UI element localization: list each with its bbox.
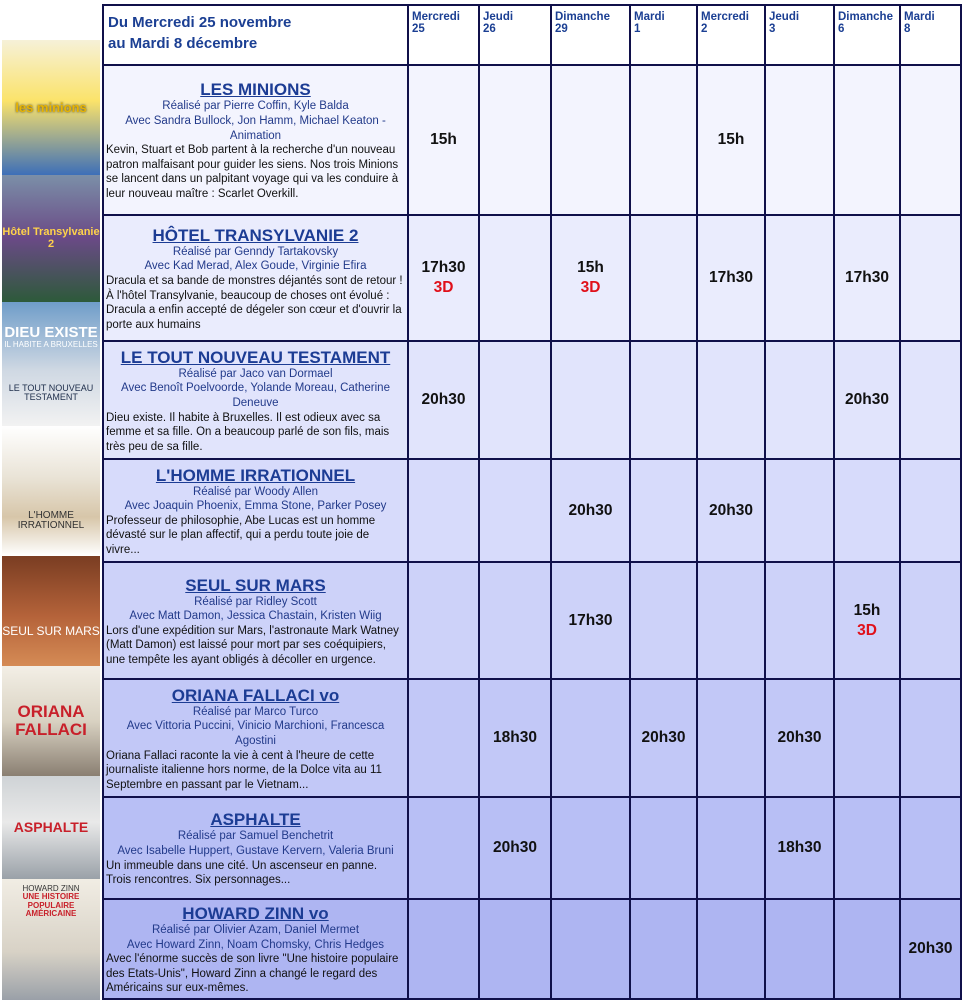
film-synopsis: Avec l'énorme succès de son livre "Une histoire populaire des Etats-Unis", Howard Zinn a changé le regard des Américains sur eux-mêmes. [106,953,399,995]
showtime-cell [900,459,961,562]
day-header: Dimanche 6 [834,5,900,65]
film-row [103,341,961,459]
showtime-cell [765,341,834,459]
showtime-cell [551,797,630,899]
film-row [103,65,961,215]
film-info-cell [103,562,408,679]
film-cast: Avec Kad Merad, Alex Goude, Virginie Efira [144,260,367,273]
showtime: 15h [717,131,745,148]
showtime-cell [697,215,765,341]
showtime-cell [408,797,479,899]
showtime-cell [834,899,900,999]
film-title: HOWARD ZINN vo [182,904,329,924]
showtime-cell [479,341,551,459]
showtime-cell [630,459,697,562]
film-title: LES MINIONS [200,80,311,100]
showtime: 20h30 [908,940,953,957]
film-director: Réalisé par Genndy Tartakovsky [172,245,339,258]
showtime-cell [834,459,900,562]
format-3d-label: 3D [580,279,601,296]
showtime-cell [408,65,479,215]
showtime-cell [697,65,765,215]
film-row [103,562,961,679]
showtime-cell [900,215,961,341]
period-cell [103,5,408,65]
film-director: Réalisé par Marco Turco [192,705,319,718]
showtime-cell [408,459,479,562]
film-title: SEUL SUR MARS [185,575,326,595]
poster-les-minions: les minions [2,40,100,175]
film-row [103,459,961,562]
showtime: 20h30 [845,391,889,408]
showtime-cell [834,65,900,215]
day-header: Dimanche 29 [551,5,630,65]
period-line1: Du Mercredi 25 novembre [108,14,292,31]
showtime-cell [479,679,551,797]
showtime: 15h [430,131,457,148]
film-synopsis: Un immeuble dans une cité. Un ascenseur en panne. Trois rencontres. Six personnages... [106,859,378,887]
film-cast: Avec Matt Damon, Jessica Chastain, Kristen Wiig [129,610,382,623]
showtime-cell [479,65,551,215]
showtime-cell [900,797,961,899]
film-title: ASPHALTE [210,810,301,830]
poster-column [0,0,101,1003]
showtime: 17h30 [709,269,753,286]
showtime-cell [551,459,630,562]
showtime: 15h [577,259,604,276]
showtime-cell [408,899,479,999]
showtime-cell [630,679,697,797]
showtime-cell [630,797,697,899]
showtime-cell [765,899,834,999]
showtime: 20h30 [493,839,537,856]
day-header: Mercredi 2 [697,5,765,65]
film-director: Réalisé par Ridley Scott [194,595,317,608]
film-cast: Avec Benoît Poelvoorde, Yolande Moreau, Catherine Deneuve [121,382,390,409]
film-info-cell [103,797,408,899]
showtime: 17h30 [568,611,613,629]
film-info-cell [103,215,408,341]
format-3d-label: 3D [857,621,877,639]
film-synopsis: Oriana Fallaci raconte la vie à cent à l'heure de cette journaliste italienne hors norme, de la Dolce vita au 11 Septembre en passant par le Vietnam... [106,749,382,791]
showtime-cell [630,562,697,679]
showtime-cell [900,65,961,215]
showtime-cell [697,562,765,679]
film-row [103,899,961,999]
film-director: Réalisé par Olivier Azam, Daniel Mermet [151,924,360,937]
showtime: 20h30 [421,391,466,408]
poster-howard-zinn: HOWARD ZINN UNE HISTOIRE POPULAIRE AMÉRICAINE [2,879,100,1000]
film-cast: Avec Vittoria Puccini, Vinicio Marchioni, Francesca Agostini [126,720,385,747]
film-row [103,215,961,341]
showtime-cell [834,215,900,341]
showtime-cell [765,459,834,562]
film-director: Réalisé par Samuel Benchetrit [177,830,334,843]
showtime-cell [697,679,765,797]
poster-hotel-transylvanie: Hôtel Transylvanie 2 [2,175,100,302]
day-header: Mercredi 25 [408,5,479,65]
film-title: ORIANA FALLACI vo [171,685,340,705]
showtime-cell [697,797,765,899]
showtime: 20h30 [709,501,753,519]
film-title: L'HOMME IRRATIONNEL [155,465,356,485]
showtime: 18h30 [777,839,822,856]
showtime: 17h30 [421,259,466,276]
poster-oriana-fallaci: ORIANA FALLACI [2,666,100,776]
showtime-cell [765,562,834,679]
showtime-cell [834,679,900,797]
showtime-cell [834,797,900,899]
film-info-cell [103,65,408,215]
showtime-cell [900,899,961,999]
poster-asphalte: ASPHALTE [2,776,100,879]
schedule-table [102,4,962,1000]
film-synopsis: Lors d'une expédition sur Mars, l'astronaute Mark Watney (Matt Damon) est laissé pour mort par ses coéquipiers, une tempête les ayant obligés à décoller en urgence. [106,624,399,666]
showtime-cell [408,215,479,341]
showtime-cell [479,215,551,341]
showtime: 15h [853,601,881,619]
showtime: 18h30 [493,729,537,746]
showtime: 20h30 [641,729,686,746]
poster-homme-irrationnel: L'HOMME IRRATIONNEL [2,426,100,556]
film-synopsis: Professeur de philosophie, Abe Lucas est un homme dévasté sur le plan affectif, qui a perdu toute joie de vivre... [106,514,376,556]
film-synopsis: Dieu existe. Il habite à Bruxelles. Il est odieux avec sa femme et sa fille. On a beaucoup parlé de son fils, mais très peu de sa fille. [106,411,390,453]
film-info-cell [103,899,408,999]
film-director: Réalisé par Woody Allen [192,485,319,498]
showtime-cell [408,679,479,797]
showtime-cell [765,679,834,797]
showtime-cell [834,341,900,459]
showtime-cell [697,341,765,459]
film-director: Réalisé par Jaco van Dormael [178,367,333,380]
film-title: LE TOUT NOUVEAU TESTAMENT [120,347,391,367]
showtime-cell [630,899,697,999]
showtime-cell [765,797,834,899]
showtime: 17h30 [845,269,889,286]
film-info-cell [103,341,408,459]
showtime-cell [697,459,765,562]
showtime-cell [765,65,834,215]
film-cast: Avec Joaquin Phoenix, Emma Stone, Parker Posey [124,500,387,513]
day-header: Jeudi 26 [479,5,551,65]
showtime-cell [551,679,630,797]
film-synopsis: Kevin, Stuart et Bob partent à la recherche d'un nouveau patron malfaisant pour guider les siens. Nos trois Minions se lancent dans un palpitant voyage qui va les conduire à leur nouveau maître : Scarlet Overkill. [106,144,399,200]
showtime-cell [551,65,630,215]
showtime: 20h30 [568,501,613,519]
day-header: Mardi 8 [900,5,961,65]
period-line2: au Mardi 8 décembre [108,35,258,52]
showtime-cell [479,459,551,562]
film-title: HÔTEL TRANSYLVANIE 2 [152,225,359,245]
film-synopsis: Dracula et sa bande de monstres déjantés sont de retour ! À l'hôtel Transylvanie, beaucoup de choses ont évolué : Dracula a enfin accepté de dégeler son cœur et d'ouvrir la porte aux humains [106,274,403,331]
showtime-cell [551,899,630,999]
poster-seul-sur-mars: SEUL SUR MARS [2,556,100,666]
film-cast: Avec Isabelle Huppert, Gustave Kervern, Valeria Bruni [117,844,394,857]
showtime-cell [551,215,630,341]
showtime-cell [900,341,961,459]
film-cast: Avec Sandra Bullock, Jon Hamm, Michael Keaton - Animation [125,115,386,142]
showtime-cell [551,341,630,459]
poster-tout-nouveau-testament: DIEU EXISTE IL HABITE A BRUXELLES LE TOUT NOUVEAU TESTAMENT [2,302,100,426]
film-info-cell [103,459,408,562]
film-director: Réalisé par Pierre Coffin, Kyle Balda [162,100,349,113]
showtime-cell [697,899,765,999]
showtime-cell [479,562,551,679]
showtime-cell [479,797,551,899]
film-row [103,679,961,797]
day-header: Mardi 1 [630,5,697,65]
showtime-cell [551,562,630,679]
showtime-cell [834,562,900,679]
showtime-cell [900,562,961,679]
showtime-cell [630,215,697,341]
film-cast: Avec Howard Zinn, Noam Chomsky, Chris Hedges [126,938,385,951]
format-3d-label: 3D [433,279,454,296]
showtime-cell [408,562,479,679]
header-row [103,5,961,65]
showtime-cell [408,341,479,459]
day-header: Jeudi 3 [765,5,834,65]
showtime-cell [630,341,697,459]
showtime-cell [630,65,697,215]
showtime: 20h30 [777,729,822,746]
film-row [103,797,961,899]
showtime-cell [900,679,961,797]
film-info-cell [103,679,408,797]
showtime-cell [479,899,551,999]
showtime-cell [765,215,834,341]
